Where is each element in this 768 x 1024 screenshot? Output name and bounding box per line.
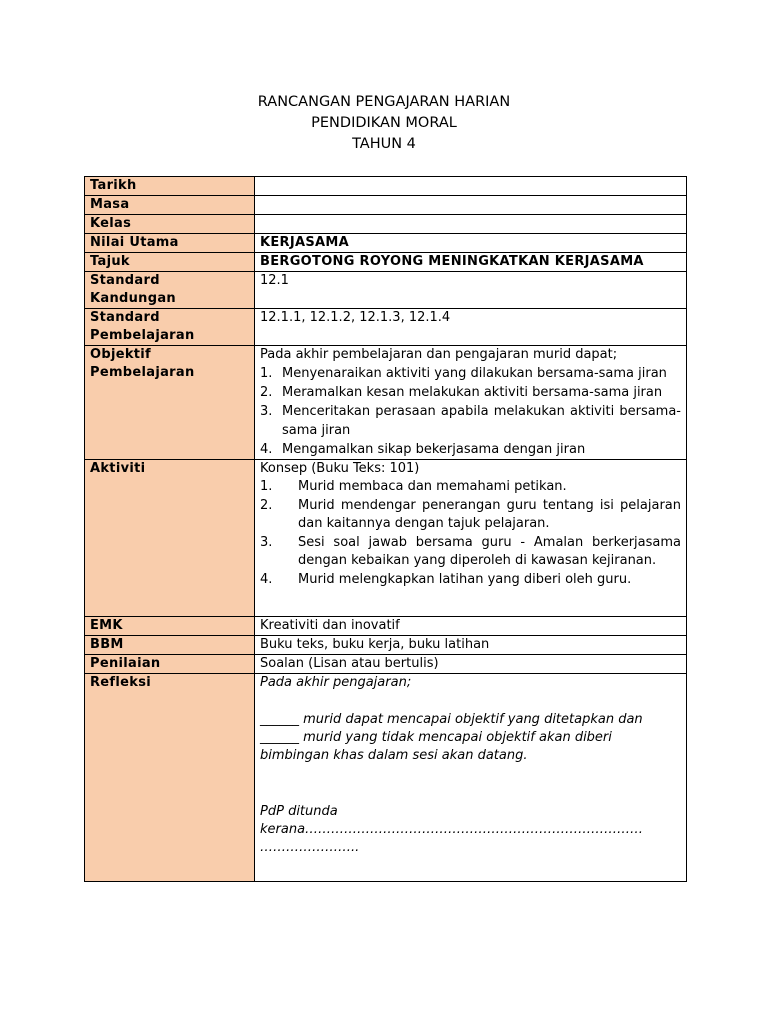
row-nilai-utama xyxy=(85,234,687,253)
value-bbm: Buku teks, buku kerja, buku latihan xyxy=(255,636,687,655)
label-objektif-1: Objektif xyxy=(90,347,152,362)
list-text: Murid mendengar penerangan guru tentang isi pelajaran dan kaitannya dengan tajuk pelajaran. xyxy=(298,497,681,531)
list-item xyxy=(260,497,681,534)
row-emk xyxy=(85,617,687,636)
list-number: 3. xyxy=(260,534,273,550)
label-bbm: BBM xyxy=(85,636,255,655)
title-line-3: TAHUN 4 xyxy=(352,136,416,152)
list-number: 2. xyxy=(260,385,273,400)
value-kelas[interactable] xyxy=(255,215,687,234)
list-number: 2. xyxy=(260,497,273,513)
row-penilaian xyxy=(85,655,687,674)
list-number: 1. xyxy=(260,366,273,381)
refleksi-line-2: ______ murid yang tidak mencapai objektif akan diberi xyxy=(260,730,612,745)
label-refleksi: Refleksi xyxy=(85,674,255,882)
value-objektif xyxy=(255,346,687,460)
row-aktiviti xyxy=(85,460,687,617)
row-kelas xyxy=(85,215,687,234)
objektif-list xyxy=(260,364,681,459)
objektif-intro: Pada akhir pembelajaran dan pengajaran murid dapat; xyxy=(260,347,618,362)
list-item xyxy=(260,383,681,402)
list-text: Menceritakan perasaan apabila melakukan aktiviti bersama- sama jiran xyxy=(282,404,681,438)
pdp-dots: ………………….. xyxy=(260,840,360,855)
lesson-plan-table xyxy=(84,176,687,882)
row-refleksi xyxy=(85,674,687,882)
value-standard-pembelajaran: 12.1.1, 12.1.2, 12.1.3, 12.1.4 xyxy=(255,309,687,346)
label-masa: Masa xyxy=(85,196,255,215)
list-item xyxy=(260,364,681,383)
label-tajuk: Tajuk xyxy=(85,253,255,272)
list-text: Mengamalkan sikap bekerjasama dengan jiran xyxy=(282,442,586,457)
label-standard-pembelajaran-2: Pembelajaran xyxy=(90,328,195,343)
list-text: Murid melengkapkan latihan yang diberi oleh guru. xyxy=(298,571,632,587)
refleksi-line-3: bimbingan khas dalam sesi akan datang. xyxy=(260,748,528,763)
value-aktiviti xyxy=(255,460,687,617)
value-penilaian: Soalan (Lisan atau bertulis) xyxy=(255,655,687,674)
label-standard-pembelajaran-1: Standard xyxy=(90,310,160,325)
label-emk: EMK xyxy=(85,617,255,636)
value-nilai-utama: KERJASAMA xyxy=(255,234,687,253)
list-item xyxy=(260,440,681,459)
list-number: 3. xyxy=(260,404,273,419)
list-text: Murid membaca dan memahami petikan. xyxy=(298,479,567,494)
label-objektif xyxy=(85,346,255,460)
list-item xyxy=(260,534,681,571)
label-objektif-2: Pembelajaran xyxy=(90,365,195,380)
row-standard-pembelajaran xyxy=(85,309,687,346)
value-tajuk: BERGOTONG ROYONG MENINGKATKAN KERJASAMA xyxy=(255,253,687,272)
value-refleksi xyxy=(255,674,687,882)
aktiviti-intro: Konsep (Buku Teks: 101) xyxy=(260,461,420,476)
label-nilai-utama: Nilai Utama xyxy=(85,234,255,253)
value-standard-kandungan: 12.1 xyxy=(255,272,687,309)
list-item xyxy=(260,571,681,590)
row-bbm xyxy=(85,636,687,655)
title-line-2: PENDIDIKAN MORAL xyxy=(311,115,457,131)
list-item xyxy=(260,478,681,497)
row-masa xyxy=(85,196,687,215)
refleksi-line-1: ______ murid dapat mencapai objektif yang ditetapkan dan xyxy=(260,712,643,727)
row-tarikh xyxy=(85,177,687,196)
row-tajuk xyxy=(85,253,687,272)
list-number: 1. xyxy=(260,479,273,494)
list-text: Sesi soal jawab bersama guru - Amalan berkerjasama dengan kebaikan yang diperoleh di kawasan kejiranan. xyxy=(298,534,681,568)
list-number: 4. xyxy=(260,571,273,587)
title-line-1: RANCANGAN PENGAJARAN HARIAN xyxy=(257,94,511,110)
list-item xyxy=(260,402,681,440)
list-number: 4. xyxy=(260,442,273,457)
aktiviti-list xyxy=(260,478,681,589)
value-emk: Kreativiti dan inovatif xyxy=(255,617,687,636)
label-standard-kandungan-2: Kandungan xyxy=(90,291,176,306)
label-standard-kandungan-1: Standard xyxy=(90,273,160,288)
row-objektif xyxy=(85,346,687,460)
pdp-kerana: kerana…………………………………………………………………… xyxy=(260,822,644,837)
refleksi-intro: Pada akhir pengajaran; xyxy=(260,675,412,690)
pdp-ditunda: PdP ditunda xyxy=(260,804,338,819)
list-text: Menyenaraikan aktiviti yang dilakukan bersama-sama jiran xyxy=(282,366,667,381)
row-standard-kandungan xyxy=(85,272,687,309)
label-tarikh: Tarikh xyxy=(85,177,255,196)
list-text: Meramalkan kesan melakukan aktiviti bersama-sama jiran xyxy=(282,385,663,400)
label-kelas: Kelas xyxy=(85,215,255,234)
label-standard-kandungan xyxy=(85,272,255,309)
label-standard-pembelajaran xyxy=(85,309,255,346)
document-title xyxy=(0,92,768,155)
label-aktiviti: Aktiviti xyxy=(85,460,255,617)
value-tarikh[interactable] xyxy=(255,177,687,196)
value-masa[interactable] xyxy=(255,196,687,215)
label-penilaian: Penilaian xyxy=(85,655,255,674)
